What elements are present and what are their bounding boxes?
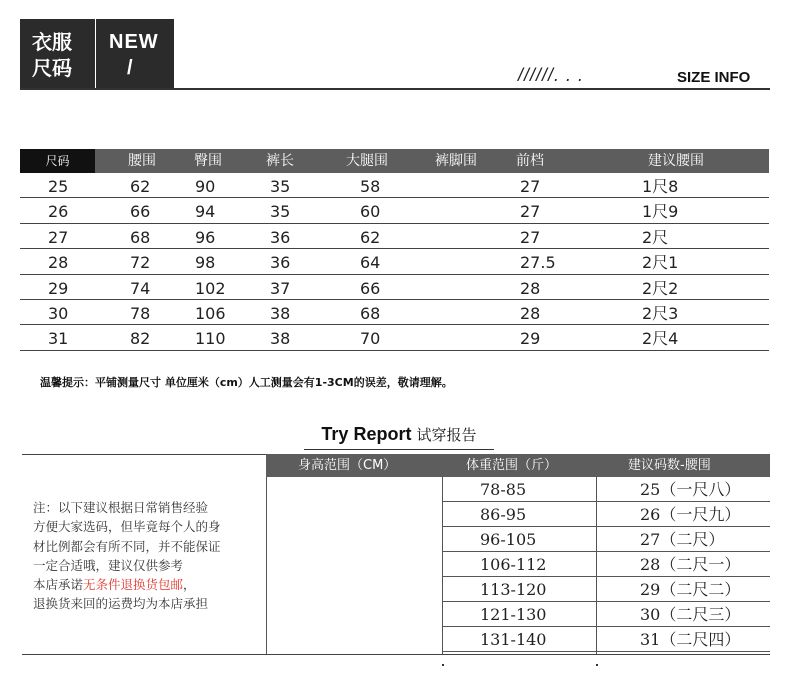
size-cell-thigh: 68 xyxy=(360,303,381,323)
try-cell-suggest: 31（二尺四） xyxy=(640,630,741,649)
try-report-title xyxy=(304,424,494,445)
size-table-row xyxy=(20,249,769,274)
size-cell-thigh: 62 xyxy=(360,227,381,247)
size-cell-size: 26 xyxy=(48,202,69,222)
try-cell-weight: 131-140 xyxy=(480,630,547,649)
size-cell-hip: 96 xyxy=(195,227,216,247)
size-table-row xyxy=(20,224,769,249)
try-cell-suggest: 26（一尺九） xyxy=(640,505,741,524)
size-cell-waist: 68 xyxy=(130,227,151,247)
size-cell-thigh: 60 xyxy=(360,202,381,222)
size-table-row xyxy=(20,275,769,300)
header-new-line1: NEW xyxy=(109,31,159,53)
size-cell-length: 35 xyxy=(270,202,291,222)
size-header-suggest: 建议腰围 xyxy=(648,153,704,169)
size-cell-suggest: 1尺9 xyxy=(642,202,679,222)
size-header-waist: 腰围 xyxy=(128,153,156,169)
size-header-length: 裤长 xyxy=(266,153,294,169)
size-header-thigh: 大腿围 xyxy=(346,153,388,169)
try-table-row xyxy=(442,602,770,627)
size-cell-hip: 102 xyxy=(195,278,226,298)
size-cell-rise: 28 xyxy=(520,278,541,298)
try-cell-weight: 106-112 xyxy=(480,555,547,574)
header-new-line2: / xyxy=(127,57,134,79)
size-table xyxy=(20,149,769,351)
try-report-note xyxy=(33,498,263,614)
size-cell-suggest: 2尺4 xyxy=(642,329,679,349)
header-title-line1: 衣服 xyxy=(32,30,72,54)
size-cell-thigh: 70 xyxy=(360,329,381,349)
size-cell-thigh: 66 xyxy=(360,278,381,298)
size-cell-suggest: 2尺3 xyxy=(642,303,679,323)
try-report-title-zh: 试穿报告 xyxy=(416,426,477,444)
size-cell-size: 27 xyxy=(48,227,69,247)
size-cell-length: 36 xyxy=(270,253,291,273)
try-cell-suggest: 25（一尺八） xyxy=(640,480,741,499)
size-cell-hip: 94 xyxy=(195,202,216,222)
size-cell-waist: 66 xyxy=(130,202,151,222)
note-line: 一定合适哦，建议仅供参考 xyxy=(33,557,184,573)
try-table-row xyxy=(442,502,770,527)
size-table-row xyxy=(20,300,769,325)
try-header-weight: 体重范围（斤） xyxy=(466,458,558,473)
header-title xyxy=(20,19,95,89)
try-table-row xyxy=(442,577,770,602)
size-cell-rise: 27 xyxy=(520,177,541,196)
try-cell-suggest: 28（二尺一） xyxy=(640,555,741,574)
try-table-row xyxy=(442,627,770,652)
try-header-height: 身高范围（CM） xyxy=(298,458,397,473)
size-table-header xyxy=(20,149,769,173)
try-cell-weight: 78-85 xyxy=(480,480,527,499)
header-title-line2: 尺码 xyxy=(32,56,72,80)
size-cell-thigh: 58 xyxy=(360,177,381,196)
size-cell-rise: 27 xyxy=(520,227,541,247)
size-cell-hip: 110 xyxy=(195,329,226,349)
note-line: 材比例都会有所不同，并不能保证 xyxy=(33,538,221,554)
size-cell-suggest: 1尺8 xyxy=(642,177,679,196)
size-cell-waist: 62 xyxy=(130,177,151,196)
size-cell-length: 37 xyxy=(270,278,291,298)
size-cell-hip: 106 xyxy=(195,303,226,323)
try-cell-suggest: 29（二尺二） xyxy=(640,580,741,599)
try-report-title-underline xyxy=(304,449,494,450)
size-header-hip: 臀围 xyxy=(194,153,222,169)
note-promise-prefix: 本店承诺 xyxy=(33,577,84,593)
try-table-top-line xyxy=(22,454,266,455)
try-header-suggest: 建议码数-腰围 xyxy=(628,458,711,473)
size-cell-thigh: 64 xyxy=(360,253,381,273)
measurement-tip: 温馨提示：平铺测量尺寸 单位厘米（cm）人工测量会有1-3CM的误差，敬请理解。 xyxy=(40,376,453,389)
try-cell-suggest: 27（二尺） xyxy=(640,530,725,549)
try-cell-suggest: 30（二尺三） xyxy=(640,605,741,624)
try-table-row xyxy=(442,527,770,552)
size-cell-rise: 29 xyxy=(520,329,541,349)
footer-dot xyxy=(442,664,444,666)
size-cell-waist: 78 xyxy=(130,303,151,323)
size-cell-suggest: 2尺1 xyxy=(642,253,679,273)
size-header-rise: 前档 xyxy=(516,153,544,169)
try-table-row xyxy=(442,552,770,577)
size-cell-size: 25 xyxy=(48,177,69,196)
note-line: 注：以下建议根据日常销售经验 xyxy=(33,500,209,515)
size-table-row xyxy=(20,198,769,223)
size-cell-length: 35 xyxy=(270,177,291,196)
header-new xyxy=(96,19,174,89)
size-cell-size: 31 xyxy=(48,329,69,349)
note-promise-highlight: 无条件退换货包邮 xyxy=(83,577,184,593)
try-cell-weight: 86-95 xyxy=(480,505,527,524)
note-line: 退换货来回的运费均为本店承担 xyxy=(33,596,209,612)
size-cell-suggest: 2尺2 xyxy=(642,278,679,298)
size-cell-rise: 27 xyxy=(520,202,541,222)
size-cell-rise: 27.5 xyxy=(520,253,556,273)
try-table-bottom-line xyxy=(22,654,770,655)
try-cell-weight: 96-105 xyxy=(480,530,537,549)
header-size-info: SIZE INFO xyxy=(677,69,751,86)
size-header-hem: 裤脚围 xyxy=(435,153,477,169)
size-table-row xyxy=(20,325,769,350)
size-header-size: 尺码 xyxy=(20,149,95,173)
try-cell-weight: 113-120 xyxy=(480,580,547,599)
try-table-row xyxy=(442,477,770,502)
size-cell-waist: 82 xyxy=(130,329,151,349)
size-cell-suggest: 2尺 xyxy=(642,227,669,247)
header-decoration: //////. . . xyxy=(518,65,585,85)
size-cell-length: 36 xyxy=(270,227,291,247)
size-cell-hip: 90 xyxy=(195,177,216,196)
try-col-divider-1 xyxy=(266,477,267,654)
size-table-row xyxy=(20,173,769,198)
try-table-header xyxy=(266,454,770,477)
size-cell-length: 38 xyxy=(270,329,291,349)
footer-dot xyxy=(596,664,598,666)
size-cell-waist: 74 xyxy=(130,278,151,298)
note-line: 方便大家选码，但毕竟每个人的身 xyxy=(33,519,221,535)
size-cell-size: 30 xyxy=(48,303,69,323)
size-cell-hip: 98 xyxy=(195,253,216,273)
note-line-promise xyxy=(33,575,263,594)
header-block xyxy=(20,19,174,89)
size-cell-length: 38 xyxy=(270,303,291,323)
size-cell-waist: 72 xyxy=(130,253,151,273)
size-cell-rise: 28 xyxy=(520,303,541,323)
size-cell-size: 28 xyxy=(48,253,69,273)
try-cell-weight: 121-130 xyxy=(480,605,547,624)
header-underline xyxy=(20,88,770,90)
try-report-title-en: Try Report xyxy=(321,424,412,444)
note-promise-suffix: ， xyxy=(183,577,196,593)
size-cell-size: 29 xyxy=(48,278,69,298)
